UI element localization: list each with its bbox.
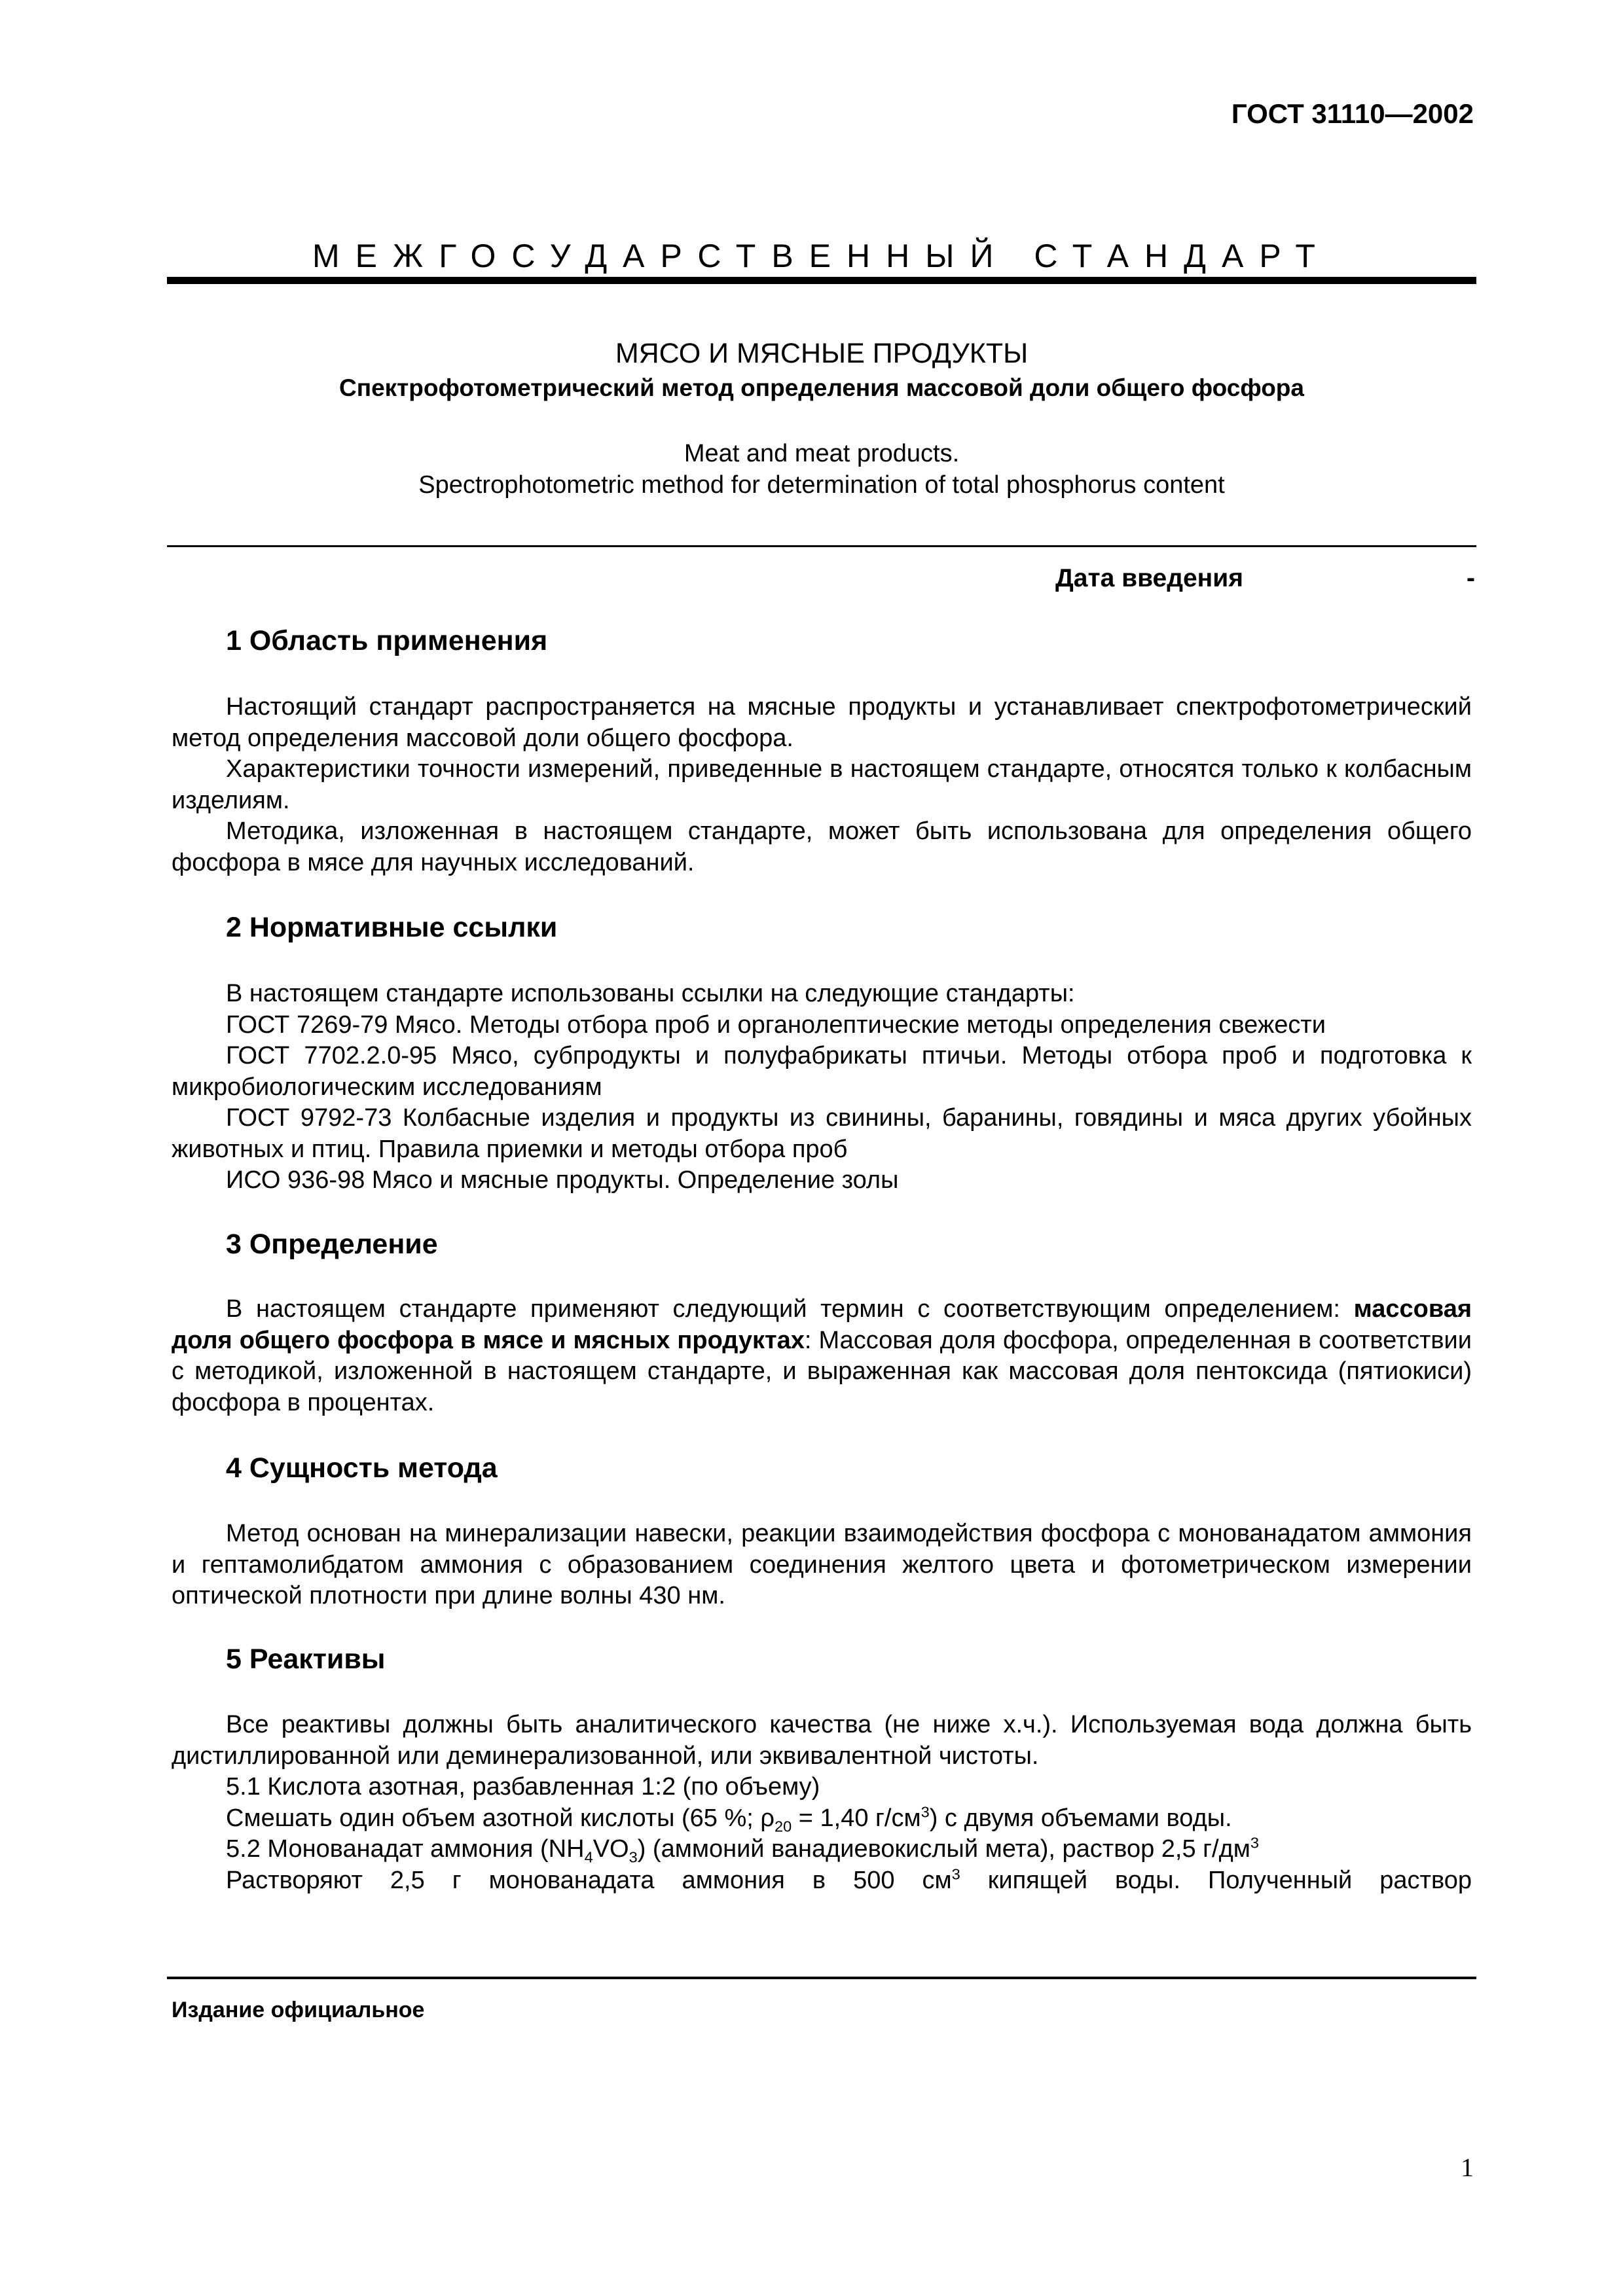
date-value: -	[1467, 564, 1475, 592]
section-5-body	[172, 1710, 1472, 1896]
section-4-heading: 4 Сущность метода	[226, 1452, 498, 1484]
document-code: ГОСТ 31110—2002	[1231, 98, 1474, 129]
section-4-body	[172, 1518, 1472, 1612]
section-3-body	[172, 1294, 1472, 1418]
section-2-heading: 2 Нормативные ссылки	[226, 912, 558, 943]
text-run: VO	[593, 1835, 629, 1863]
defined-term: массовая доля общего фосфора в мясе и мясных продуктах	[172, 1295, 1472, 1354]
subscript: 3	[629, 1848, 638, 1866]
title-ru-subtitle: Спектрофотометрический метод определения массовой доли общего фосфора	[339, 374, 1304, 401]
paragraph: 5.1 Кислота азотная, разбавленная 1:2 (по объему)	[226, 1773, 820, 1801]
text-run: = 1,40 г/см	[792, 1804, 921, 1832]
title-ru-main: МЯСО И МЯСНЫЕ ПРОДУКТЫ	[615, 338, 1029, 369]
page-number: 1	[1461, 2153, 1474, 2182]
paragraph	[172, 1865, 1472, 1897]
paragraph: Все реактивы должны быть аналитического качества (не ниже х.ч.). Используемая вода должна быть дистиллированной или деминерализованной, или эквивалентной чистоты.	[172, 1711, 1472, 1770]
paragraph	[172, 1294, 1472, 1418]
section-3-heading: 3 Определение	[226, 1229, 438, 1260]
paragraph	[172, 1803, 1472, 1835]
definition-text: : Массовая доля фосфора, определенная в соответствии с методикой, изложенной в настоящем стандарте, и выраженная как массовая доля пентоксида (пятиокиси) фосфора в процентах.	[172, 1326, 1472, 1416]
paragraph: Методика, изложенная в настоящем стандарте, может быть использована для определения общего фосфора в мясе для научных исследований.	[172, 817, 1472, 876]
superscript: 3	[921, 1803, 930, 1820]
footer-divider	[167, 1977, 1476, 1979]
standard-banner: МЕЖГОСУДАРСТВЕННЫЙ СТАНДАРТ	[312, 238, 1331, 274]
paragraph: Метод основан на минерализации навески, реакции взаимодействия фосфора с монованадатом аммония и гептамолибдатом аммония с образованием соединения желтого цвета и фотометрическом измерении оптической плотности при длине волны 430 нм.	[172, 1520, 1472, 1609]
text-run: кипящей воды. Полученный раствор	[960, 1866, 1472, 1894]
section-1-body	[172, 692, 1472, 878]
section-2-body	[172, 978, 1472, 1196]
reference-item: ГОСТ 7269-79 Мясо. Методы отбора проб и органолептические методы определения свежести	[226, 1011, 1326, 1039]
text-run: ) (аммоний ванадиевокислый мета), раствор 2,5 г/дм	[637, 1835, 1250, 1863]
definition-intro: В настоящем стандарте применяют следующий термин с соответствующим определением:	[226, 1295, 1340, 1323]
date-label: Дата введения	[1055, 564, 1243, 592]
section-1-heading: 1 Область применения	[226, 625, 548, 656]
paragraph: Характеристики точности измерений, приведенные в настоящем стандарте, относятся только к колбасным изделиям.	[172, 755, 1472, 814]
text-run: Смешать один объем азотной кислоты (65 %; ρ	[226, 1804, 775, 1832]
subscript: 20	[775, 1818, 792, 1835]
superscript: 3	[1250, 1834, 1259, 1852]
paragraph: Настоящий стандарт распространяется на мясные продукты и устанавливает спектрофотометрический метод определения массовой доли общего фосфора.	[172, 693, 1472, 752]
reference-item: ИСО 936-98 Мясо и мясные продукты. Определение золы	[226, 1166, 899, 1194]
text-run: 5.2 Монованадат аммония (NH	[226, 1835, 585, 1863]
title-en-line2: Spectrophotometric method for determination of total phosphorus content	[418, 471, 1225, 499]
title-divider	[167, 545, 1476, 547]
reference-item: ГОСТ 9792-73 Колбасные изделия и продукты из свинины, баранины, говядины и мяса других убойных животных и птиц. Правила приемки и методы отбора проб	[172, 1104, 1472, 1163]
subscript: 4	[584, 1848, 593, 1866]
title-en-line1: Meat and meat products.	[684, 440, 960, 467]
text-run: Растворяют 2,5 г монованадата аммония в 500 см	[226, 1866, 952, 1894]
text-run: ) с двумя объемами воды.	[929, 1804, 1232, 1832]
superscript: 3	[951, 1865, 960, 1882]
official-edition-label: Издание официальное	[172, 1998, 425, 2022]
paragraph: В настоящем стандарте использованы ссылки на следующие стандарты:	[226, 980, 1075, 1007]
paragraph	[172, 1834, 1472, 1865]
reference-item: ГОСТ 7702.2.0-95 Мясо, субпродукты и полуфабрикаты птичьи. Методы отбора проб и подготовка к микробиологическим исследованиям	[172, 1042, 1472, 1101]
section-5-heading: 5 Реактивы	[226, 1643, 386, 1675]
thick-divider	[167, 277, 1476, 284]
